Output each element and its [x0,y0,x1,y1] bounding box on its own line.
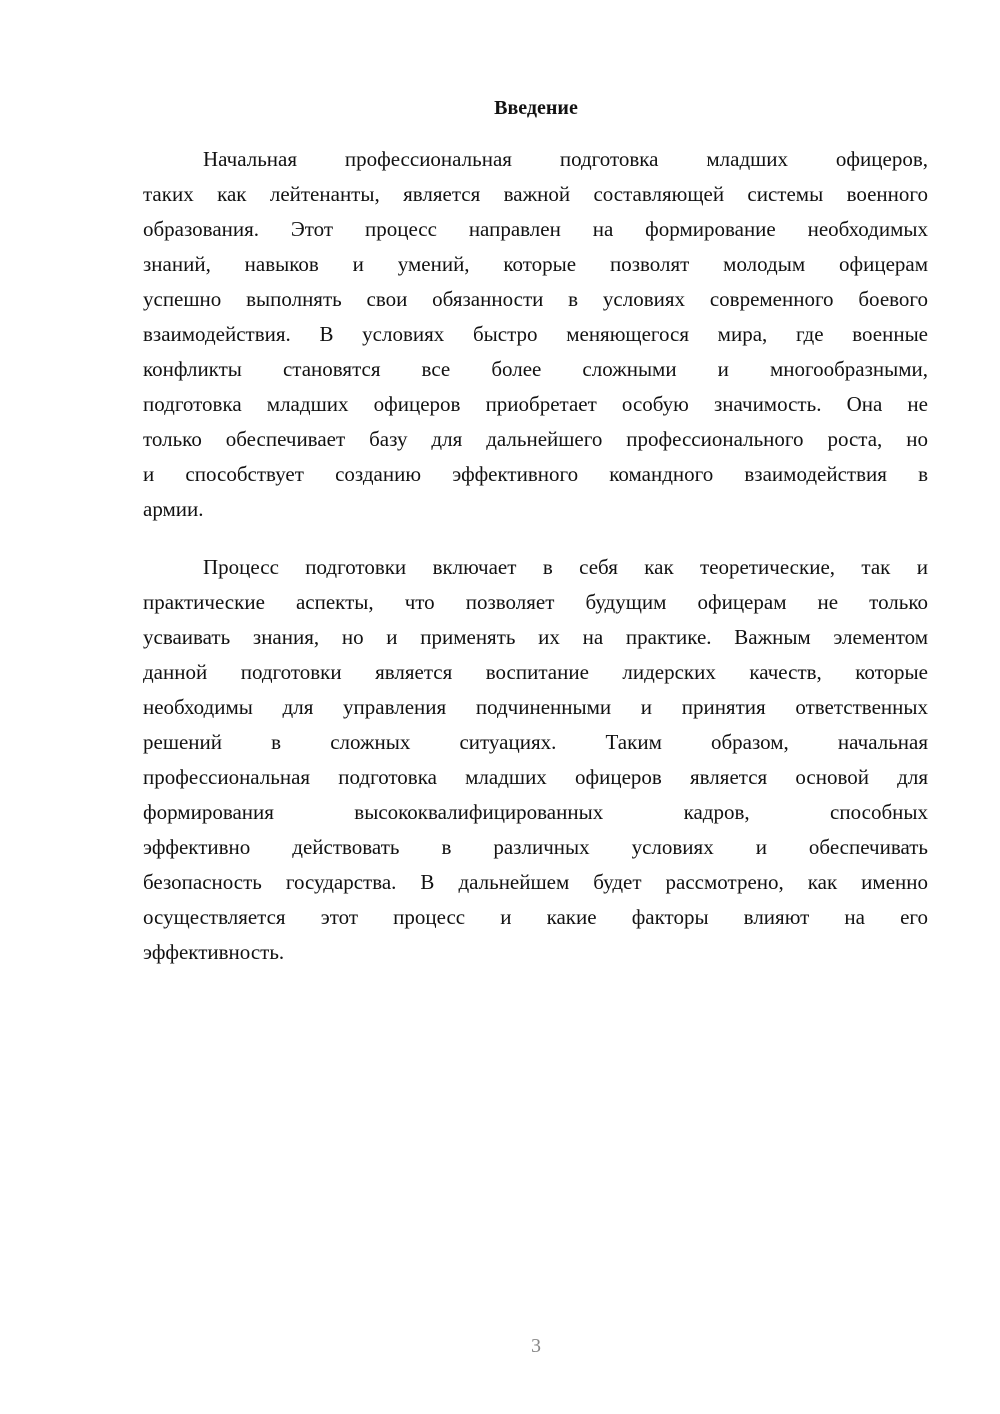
text-line: знаний, навыков и умений, которые позволят молодым офицерам [143,252,928,276]
text-line: эффективность. [143,940,285,964]
text-line: только обеспечивает базу для дальнейшего профессионального роста, но [143,427,928,451]
text-line: профессиональная подготовка младших офицеров является основой для [143,765,928,789]
text-line: усваивать знания, но и применять их на практике. Важным элементом [143,625,928,649]
paragraph-2 [143,550,928,970]
text-line: практические аспекты, что позволяет будущим офицерам не только [143,590,928,614]
text-line: армии. [143,497,204,521]
text-line: необходимы для управления подчиненными и принятия ответственных [143,695,928,719]
text-line: Начальная профессиональная подготовка младших офицеров, [203,147,928,171]
section-title: Введение [494,97,578,119]
paragraph-1 [143,142,928,527]
text-line: эффективно действовать в различных условиях и обеспечивать [143,835,928,859]
text-line: Процесс подготовки включает в себя как теоретические, так и [203,555,928,579]
text-line: взаимодействия. В условиях быстро меняющегося мира, где военные [143,322,928,346]
page-number: 3 [531,1335,541,1357]
text-line: образования. Этот процесс направлен на формирование необходимых [143,217,928,241]
text-line: формирования высококвалифицированных кадров, способных [143,800,928,824]
text-line: решений в сложных ситуациях. Таким образом, начальная [143,730,928,754]
text-line: данной подготовки является воспитание лидерских качеств, которые [143,660,928,684]
text-line: и способствует созданию эффективного командного взаимодействия в [143,462,928,486]
text-line: конфликты становятся все более сложными и многообразными, [143,357,928,381]
text-line: таких как лейтенанты, является важной составляющей системы военного [143,182,928,206]
text-line: подготовка младших офицеров приобретает особую значимость. Она не [143,392,928,416]
text-line: успешно выполнять свои обязанности в условиях современного боевого [143,287,928,311]
text-line: осуществляется этот процесс и какие факторы влияют на его [143,905,928,929]
text-line: безопасность государства. В дальнейшем будет рассмотрено, как именно [143,870,928,894]
